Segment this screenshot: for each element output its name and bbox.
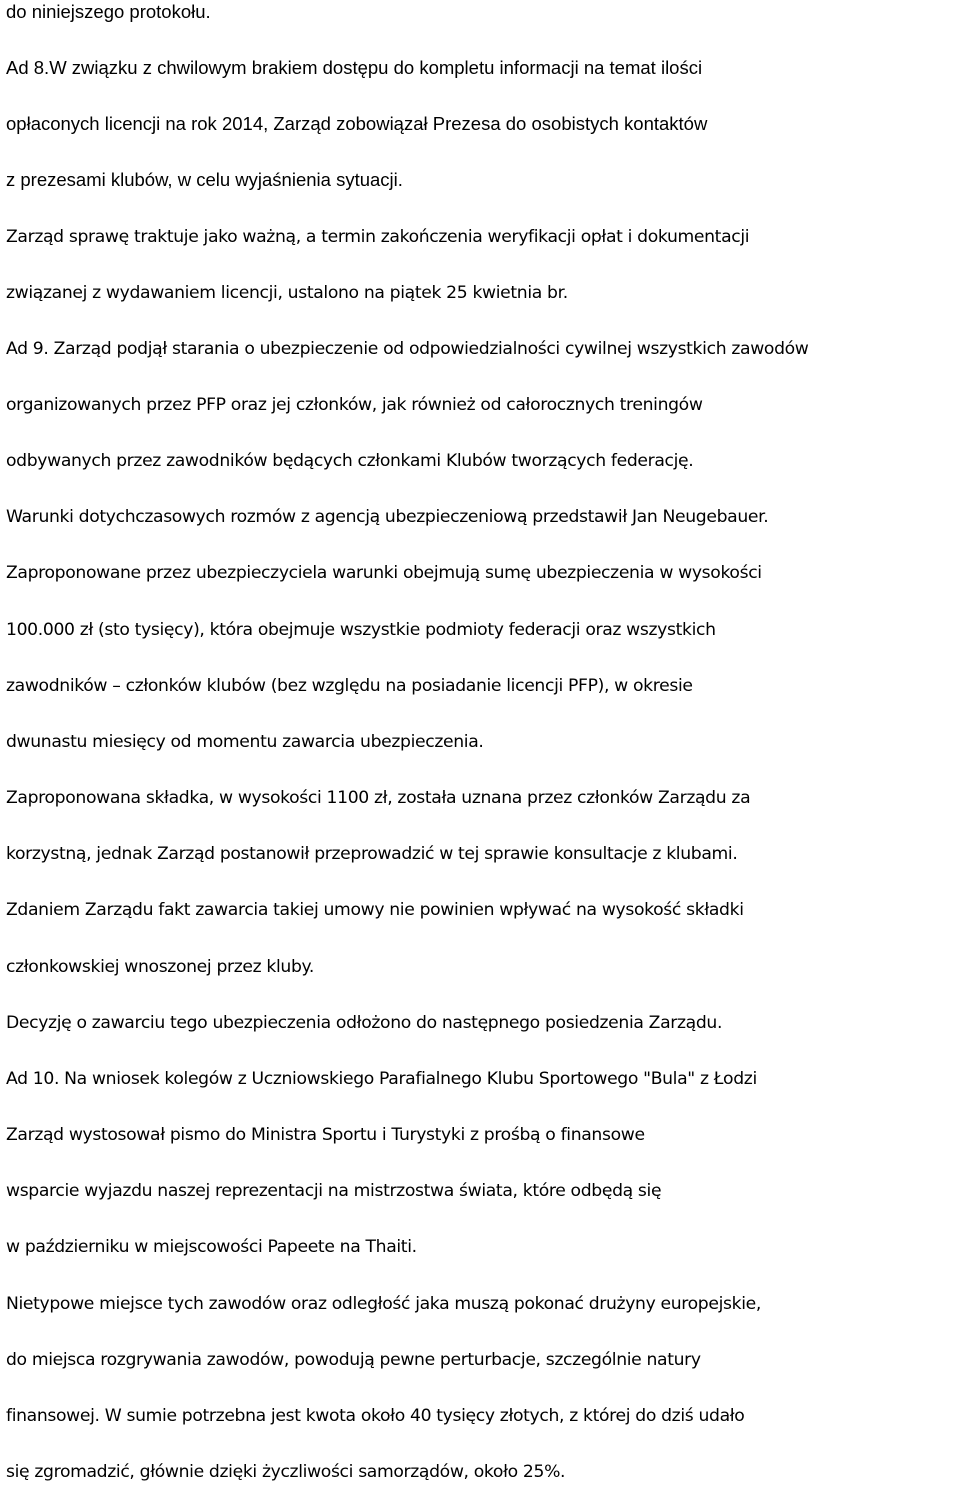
text-line: Nietypowe miejsce tych zawodów oraz odległość jaka muszą pokonać drużyny europejskie, <box>6 1294 761 1314</box>
text-line: do miejsca rozgrywania zawodów, powodują pewne perturbacje, szczególnie natury <box>6 1350 701 1370</box>
text-line: do niniejszego protokołu. <box>6 1 211 22</box>
text-line: dwunastu miesięcy od momentu zawarcia ubezpieczenia. <box>6 732 484 752</box>
text-line: Decyzję o zawarciu tego ubezpieczenia odłożono do następnego posiedzenia Zarządu. <box>6 1013 723 1033</box>
text-line: Ad 10. Na wniosek kolegów z Uczniowskiego Parafialnego Klubu Sportowego "Bula" z Łodzi <box>6 1069 757 1089</box>
text-line: się zgromadzić, głównie dzięki życzliwości samorządów, około 25%. <box>6 1462 566 1482</box>
text-line: Zarząd wystosował pismo do Ministra Sportu i Turystyki z prośbą o finansowe <box>6 1125 645 1145</box>
text-line: Warunki dotychczasowych rozmów z agencją ubezpieczeniową przedstawił Jan Neugebauer. <box>6 507 769 527</box>
text-line: Ad 9. Zarząd podjął starania o ubezpieczenie od odpowiedzialności cywilnej wszystkich zawodów <box>6 339 809 359</box>
text-line: finansowej. W sumie potrzebna jest kwota około 40 tysięcy złotych, z której do dziś udało <box>6 1406 745 1426</box>
text-line: korzystną, jednak Zarząd postanowił przeprowadzić w tej sprawie konsultacje z klubami. <box>6 844 738 864</box>
text-line: związanej z wydawaniem licencji, ustalono na piątek 25 kwietnia br. <box>6 283 568 303</box>
text-line: zawodników – członków klubów (bez względu na posiadanie licencji PFP), w okresie <box>6 676 693 696</box>
text-line: Zarząd sprawę traktuje jako ważną, a termin zakończenia weryfikacji opłat i dokumentacji <box>6 227 750 247</box>
text-line: Zaproponowana składka, w wysokości 1100 zł, została uznana przez członków Zarządu za <box>6 788 751 808</box>
text-line: wsparcie wyjazdu naszej reprezentacji na mistrzostwa świata, które odbędą się <box>6 1181 662 1201</box>
text-line: Zdaniem Zarządu fakt zawarcia takiej umowy nie powinien wpływać na wysokość składki <box>6 900 744 920</box>
text-line: członkowskiej wnoszonej przez kluby. <box>6 957 315 977</box>
text-line: 100.000 zł (sto tysięcy), która obejmuje wszystkie podmioty federacji oraz wszystkich <box>6 620 716 640</box>
text-line: odbywanych przez zawodników będących członkami Klubów tworzących federację. <box>6 451 694 471</box>
text-line: Zaproponowane przez ubezpieczyciela warunki obejmują sumę ubezpieczenia w wysokości <box>6 563 762 583</box>
text-line: z prezesami klubów, w celu wyjaśnienia sytuacji. <box>6 169 403 190</box>
text-line: w październiku w miejscowości Papeete na Thaiti. <box>6 1237 417 1257</box>
text-line: Ad 8.W związku z chwilowym brakiem dostępu do kompletu informacji na temat ilości <box>6 57 703 78</box>
text-line: opłaconych licencji na rok 2014, Zarząd zobowiązał Prezesa do osobistych kontaktów <box>6 113 708 134</box>
text-line: organizowanych przez PFP oraz jej członków, jak również od całorocznych treningów <box>6 395 703 415</box>
